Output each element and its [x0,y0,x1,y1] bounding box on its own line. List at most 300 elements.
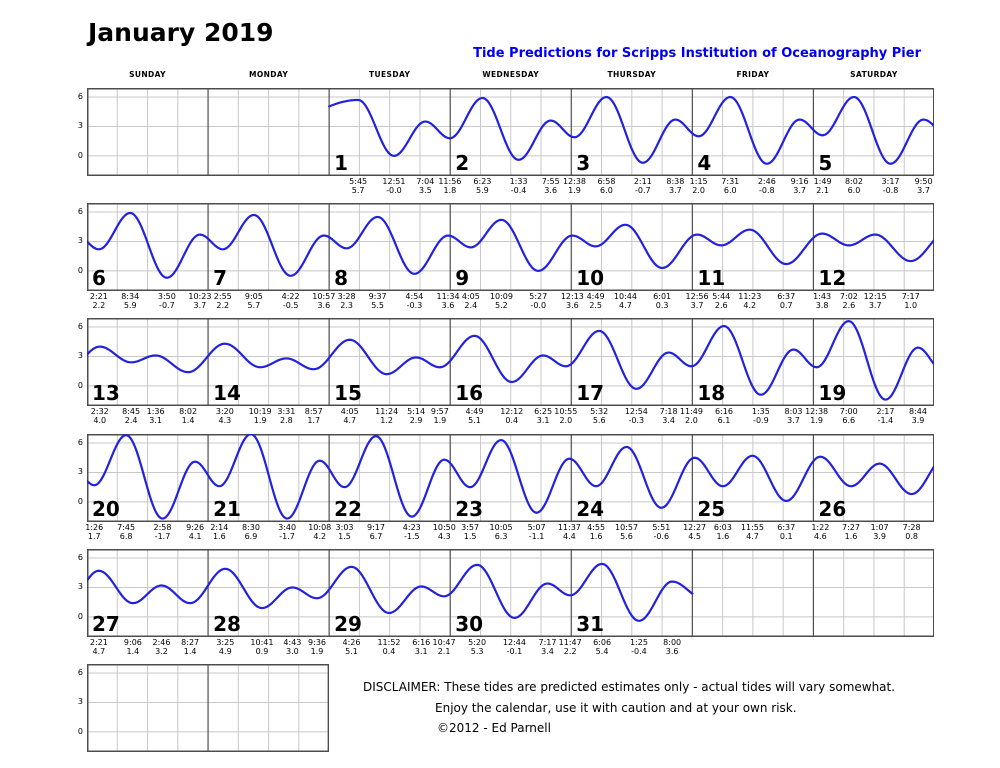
tide-time-label: 5:07 [527,523,546,532]
day-number: 23 [455,497,484,521]
y-axis-tick: 0 [77,265,83,275]
tide-height-label: 4.0 [93,416,107,425]
weekday-header-thursday: THURSDAY [607,70,657,79]
day-number: 19 [818,381,847,405]
tide-height-label: 0.1 [779,532,793,541]
tide-time-label: 9:06 [123,638,142,647]
tide-height-label: 1.9 [433,416,447,425]
tide-time-label: 11:49 [679,407,703,416]
tide-time-label: 5:14 [407,407,426,416]
tide-time-label: 10:44 [613,292,637,301]
tide-time-label: 3:40 [278,523,297,532]
tide-height-label: 1.6 [716,532,730,541]
tide-height-label: 1.9 [810,416,823,425]
tide-time-label: 2:21 [89,638,108,647]
tide-time-label: 12:54 [624,407,648,416]
tide-time-label: 9:37 [368,292,387,301]
tide-height-label: 1.6 [212,532,226,541]
tide-time-label: 3:03 [335,523,354,532]
tide-time-label: 12:38 [562,177,586,186]
weekday-header-saturday: SATURDAY [850,70,898,79]
tide-height-label: 4.7 [619,301,632,310]
tide-time-label: 1:33 [509,177,528,186]
tide-time-label: 1:26 [85,523,104,532]
tide-height-label: -1.7 [154,532,171,541]
tide-height-label: -0.6 [653,532,670,541]
tide-height-label: 2.6 [842,301,856,310]
tide-height-label: 6.7 [369,532,383,541]
tide-time-label: 6:06 [593,638,612,647]
tide-height-label: -0.0 [530,301,547,310]
tide-height-label: 2.9 [409,416,423,425]
tide-height-label: 3.7 [668,186,682,195]
tide-height-label: 0.4 [382,647,396,656]
tide-height-label: 3.7 [193,301,207,310]
day-number: 7 [213,266,227,290]
y-axis-tick: 6 [77,668,83,678]
tide-time-label: 4:55 [587,523,606,532]
tide-height-label: 2.4 [464,301,478,310]
tide-time-label: 3:20 [215,407,234,416]
tide-height-label: 4.2 [313,532,327,541]
tide-time-label: 10:50 [432,523,456,532]
tide-time-label: 7:00 [839,407,858,416]
tide-time-label: 8:30 [241,523,260,532]
tide-height-label: 3.5 [418,186,432,195]
tide-time-label: 9:50 [914,177,933,186]
tide-time-label: 7:55 [541,177,560,186]
tide-time-label: 6:23 [473,177,492,186]
tide-time-label: 2:17 [876,407,895,416]
tide-time-label: 5:44 [712,292,731,301]
tide-height-label: 3.6 [565,301,579,310]
tide-time-label: 6:01 [653,292,672,301]
tide-time-label: 12:12 [500,407,524,416]
tide-time-label: 10:41 [250,638,274,647]
tide-time-label: 10:57 [614,523,639,532]
tide-height-label: 5.6 [592,416,606,425]
tide-time-label: 2:21 [89,292,108,301]
tide-time-label: 5:27 [529,292,548,301]
day-number: 6 [92,266,106,290]
day-number: 2 [455,151,470,175]
tide-height-label: 0.3 [655,301,669,310]
tide-height-label: 3.6 [665,647,679,656]
tide-height-label: 3.1 [414,647,428,656]
tide-time-label: 10:05 [489,523,513,532]
tide-time-label: 4:05 [340,407,359,416]
tide-time-label: 7:04 [416,177,435,186]
tide-height-label: 1.2 [380,416,394,425]
tide-height-label: 1.0 [904,301,918,310]
tide-time-label: 12:38 [805,407,829,416]
tide-height-label: -0.3 [628,416,645,425]
tide-height-label: 5.9 [476,186,489,195]
tide-height-label: 3.6 [544,186,558,195]
tide-time-label: 12:27 [683,523,707,532]
tide-height-label: 3.7 [690,301,704,310]
tide-height-label: -0.7 [159,301,175,310]
tide-height-label: -1.1 [528,532,545,541]
tide-height-label: 2.5 [589,301,602,310]
y-axis-tick: 3 [77,697,83,707]
tide-height-label: 3.1 [536,416,550,425]
tide-height-label: 5.9 [123,301,137,310]
tide-time-label: 4:26 [342,638,361,647]
tide-height-label: 4.5 [688,532,701,541]
day-number: 22 [334,497,362,521]
tide-time-label: 2:11 [633,177,652,186]
tide-time-label: 8:44 [909,407,927,416]
tide-height-label: 1.8 [443,186,457,195]
day-number: 25 [697,497,726,521]
tide-time-label: 11:56 [438,177,462,186]
tide-time-label: 10:47 [432,638,456,647]
tide-height-label: 4.3 [218,416,232,425]
tide-time-label: 9:16 [790,177,809,186]
tide-time-label: 1:36 [146,407,165,416]
tide-time-label: 4:49 [586,292,605,301]
y-axis-tick: 6 [77,322,83,332]
tide-time-label: 10:23 [188,292,212,301]
tide-time-label: 2:46 [152,638,171,647]
day-number: 17 [576,381,605,405]
tide-time-label: 10:57 [312,292,336,301]
tide-height-label: 6.0 [723,186,737,195]
tide-height-label: 1.7 [307,416,321,425]
tide-height-label: -0.5 [282,301,299,310]
weekday-header-friday: FRIDAY [736,70,770,79]
tide-height-label: -0.8 [882,186,899,195]
y-axis-tick: 6 [77,92,83,102]
tide-height-label: 5.1 [468,416,481,425]
tide-height-label: 1.9 [253,416,267,425]
y-axis-tick: 3 [77,236,83,246]
tide-height-label: -1.4 [877,416,894,425]
tide-time-label: 5:51 [652,523,671,532]
tide-time-label: 12:56 [685,292,709,301]
y-axis-tick: 3 [77,582,83,592]
tide-time-label: 4:05 [461,292,480,301]
tide-height-label: 4.2 [743,301,757,310]
tide-time-label: 11:55 [740,523,764,532]
y-axis-tick: 3 [77,121,83,131]
y-axis-tick: 3 [77,351,83,361]
tide-time-label: 8:34 [121,292,140,301]
tide-time-label: 2:58 [153,523,172,532]
tide-height-label: 5.4 [595,647,609,656]
tide-height-label: -0.3 [406,301,423,310]
tide-height-label: 3.7 [917,186,930,195]
tide-height-label: 3.0 [286,647,299,656]
tide-height-label: 6.3 [494,532,508,541]
tide-height-label: 5.7 [351,186,365,195]
tide-height-label: 4.3 [437,532,451,541]
weekday-header-wednesday: WEDNESDAY [482,70,540,79]
tide-height-label: 1.6 [844,532,858,541]
tide-time-label: 6:16 [412,638,431,647]
day-number: 21 [213,497,241,521]
day-number: 9 [455,266,470,290]
tide-time-label: 11:23 [738,292,762,301]
tide-height-label: 6.9 [244,532,258,541]
disclaimer-line-2: Enjoy the calendar, use it with caution and at your own risk. [435,701,797,715]
tide-time-label: 7:27 [842,523,860,532]
tide-height-label: 2.3 [340,301,353,310]
day-number: 1 [334,151,349,175]
tide-height-label: 3.9 [911,416,925,425]
tide-height-label: 1.7 [87,532,101,541]
y-axis-tick: 0 [77,150,83,160]
tide-time-label: 9:57 [430,407,449,416]
tide-height-label: 6.0 [847,186,861,195]
tide-time-label: 7:18 [659,407,678,416]
tide-time-label: 1:43 [813,292,832,301]
tide-height-label: 4.9 [218,647,232,656]
day-number: 29 [334,612,362,636]
tide-time-label: 4:54 [405,292,424,301]
tide-time-label: 3:17 [881,177,900,186]
week-row-1 [87,88,934,176]
tide-time-label: 6:37 [777,523,796,532]
tide-height-label: 5.6 [620,532,633,541]
tide-time-label: 9:36 [308,638,327,647]
tide-time-label: 6:25 [534,407,553,416]
tide-height-label: 5.1 [345,647,358,656]
tide-time-label: 1:15 [689,177,708,186]
y-axis-tick: 0 [77,380,83,390]
day-number: 3 [576,151,591,175]
tide-time-label: 1:07 [870,523,889,532]
tide-time-label: 8:57 [304,407,323,416]
tide-time-label: 3:50 [157,292,176,301]
day-number: 31 [576,612,605,636]
tide-height-label: 1.6 [589,532,603,541]
tide-time-label: 4:22 [281,292,300,301]
tide-height-label: 2.0 [692,186,706,195]
tide-height-label: 2.2 [92,301,106,310]
tide-time-label: 4:43 [283,638,302,647]
tide-time-label: 8:02 [844,177,863,186]
partial-week-row [87,664,329,752]
tide-time-label: 7:28 [902,523,921,532]
tide-time-label: 7:17 [538,638,557,647]
tide-time-label: 9:26 [186,523,205,532]
y-axis-tick: 0 [77,726,83,736]
copyright-line: ©2012 - Ed Parnell [437,721,551,735]
y-axis-tick: 6 [77,438,83,448]
tide-time-label: 7:31 [721,177,740,186]
tide-height-label: 2.1 [816,186,829,195]
tide-time-label: 11:47 [558,638,582,647]
y-axis-tick: 6 [77,553,83,563]
tide-time-label: 12:15 [863,292,887,301]
day-number: 12 [818,266,847,290]
tide-height-label: -0.7 [635,186,651,195]
tide-height-label: 2.0 [685,416,698,425]
tide-height-label: 4.4 [562,532,576,541]
weekday-header-sunday: SUNDAY [129,70,166,79]
tide-height-label: 1.5 [463,532,477,541]
tide-time-label: 3:25 [216,638,235,647]
tide-height-label: 5.2 [495,301,508,310]
tide-time-label: 11:52 [377,638,401,647]
tide-height-label: -0.0 [386,186,402,195]
tide-time-label: 11:34 [436,292,460,301]
page-title: January 2019 [88,18,274,47]
tide-time-label: 9:17 [366,523,385,532]
day-number: 15 [334,381,362,405]
tide-height-label: -1.7 [279,532,295,541]
tide-height-label: 3.7 [793,186,806,195]
tide-height-label: 3.6 [317,301,331,310]
y-axis-tick: 0 [77,496,83,506]
tide-height-label: 5.3 [470,647,484,656]
tide-height-label: 3.9 [873,532,886,541]
tide-time-label: 11:24 [375,407,399,416]
tide-time-label: 6:16 [714,407,733,416]
day-number: 14 [213,381,241,405]
tide-time-label: 8:00 [663,638,682,647]
tide-time-label: 8:38 [666,177,685,186]
tide-time-label: 7:45 [117,523,136,532]
y-axis-tick: 3 [77,467,83,477]
tide-height-label: 2.0 [559,416,573,425]
tide-height-label: -0.9 [753,416,769,425]
tide-time-label: 12:13 [560,292,584,301]
day-number: 5 [818,151,833,175]
tide-height-label: 2.2 [216,301,230,310]
tide-time-label: 3:28 [337,292,356,301]
tide-time-label: 1:22 [811,523,830,532]
day-number: 11 [697,266,726,290]
day-number: 20 [92,497,120,521]
tide-time-label: 1:25 [629,638,648,647]
tide-time-label: 10:19 [248,407,272,416]
tide-time-label: 1:49 [813,177,832,186]
tide-time-label: 4:49 [465,407,484,416]
tide-height-label: 1.9 [568,186,581,195]
tide-time-label: 5:32 [590,407,609,416]
tide-height-label: 6.0 [600,186,613,195]
tide-time-label: 12:44 [502,638,526,647]
tide-time-label: 12:51 [382,177,406,186]
tide-height-label: 0.4 [505,416,519,425]
day-number: 27 [92,612,120,636]
tide-height-label: 4.7 [746,532,759,541]
tide-height-label: 6.6 [842,416,856,425]
weekday-header-tuesday: TUESDAY [369,70,411,79]
tide-time-label: 7:02 [839,292,858,301]
tide-height-label: 1.4 [183,647,197,656]
day-number: 24 [576,497,605,521]
tide-height-label: 0.8 [905,532,918,541]
tide-height-label: 4.7 [343,416,357,425]
day-number: 10 [576,266,605,290]
tide-height-label: 3.7 [868,301,882,310]
tide-time-label: 7:17 [901,292,920,301]
day-number: 13 [92,381,120,405]
tide-time-label: 2:14 [210,523,229,532]
day-number: 30 [455,612,484,636]
tide-time-label: 6:37 [777,292,796,301]
tide-time-label: 11:37 [557,523,581,532]
day-number: 16 [455,381,484,405]
tide-height-label: 4.7 [92,647,106,656]
tide-height-label: 2.4 [124,416,138,425]
tide-height-label: -0.1 [506,647,523,656]
tide-height-label: 0.7 [779,301,793,310]
tide-time-label: 10:09 [489,292,513,301]
tide-height-label: -0.8 [759,186,775,195]
weekday-header-monday: MONDAY [248,70,289,79]
tide-height-label: 1.5 [338,532,351,541]
tide-time-label: 5:45 [349,177,368,186]
tide-height-label: 0.9 [255,647,269,656]
tide-time-label: 8:03 [784,407,803,416]
tide-height-label: 2.1 [437,647,451,656]
tide-height-label: 3.6 [441,301,455,310]
tide-height-label: 4.1 [188,532,202,541]
tide-height-label: 3.2 [155,647,168,656]
subtitle: Tide Predictions for Scripps Institution of Oceanography Pier [473,46,921,61]
tide-height-label: 2.8 [279,416,293,425]
tide-height-label: 5.7 [247,301,261,310]
tide-height-label: -0.4 [510,186,527,195]
tide-time-label: 4:23 [402,523,421,532]
tide-height-label: 3.4 [541,647,554,656]
tide-time-label: 8:02 [179,407,198,416]
y-axis-tick: 6 [77,207,83,217]
tide-height-label: 1.4 [126,647,140,656]
tide-time-label: 3:31 [277,407,296,416]
day-number: 26 [818,497,847,521]
tide-time-label: 9:05 [244,292,263,301]
tide-height-label: 1.9 [310,647,324,656]
day-number: 4 [697,151,712,175]
tide-time-label: 6:03 [713,523,732,532]
tide-height-label: 3.4 [662,416,675,425]
tide-height-label: 1.4 [181,416,195,425]
tide-time-label: 10:55 [554,407,578,416]
tide-time-label: 2:32 [90,407,109,416]
tide-height-label: -1.5 [403,532,420,541]
tide-height-label: 4.6 [813,532,827,541]
day-number: 28 [213,612,241,636]
disclaimer-line-1: DISCLAIMER: These tides are predicted estimates only - actual tides will vary somewhat. [363,680,896,694]
tide-time-label: 10:08 [308,523,332,532]
tide-height-label: 2.6 [714,301,728,310]
day-number: 18 [697,381,726,405]
tide-height-label: 2.2 [563,647,577,656]
tide-time-label: 2:46 [757,177,776,186]
tide-height-label: 6.8 [119,532,133,541]
tide-height-label: -0.4 [631,647,647,656]
tide-time-label: 2:55 [213,292,232,301]
tide-time-label: 3:57 [461,523,480,532]
tide-height-label: 5.5 [371,301,385,310]
tide-height-label: 3.8 [815,301,829,310]
day-number: 8 [334,266,349,290]
tide-height-label: 3.7 [787,416,800,425]
tide-time-label: 1:35 [751,407,770,416]
tide-height-label: 3.1 [149,416,162,425]
tide-height-label: 6.1 [717,416,731,425]
tide-time-label: 8:45 [122,407,141,416]
tide-time-label: 6:58 [597,177,616,186]
tide-time-label: 5:20 [468,638,487,647]
tide-time-label: 8:27 [181,638,200,647]
